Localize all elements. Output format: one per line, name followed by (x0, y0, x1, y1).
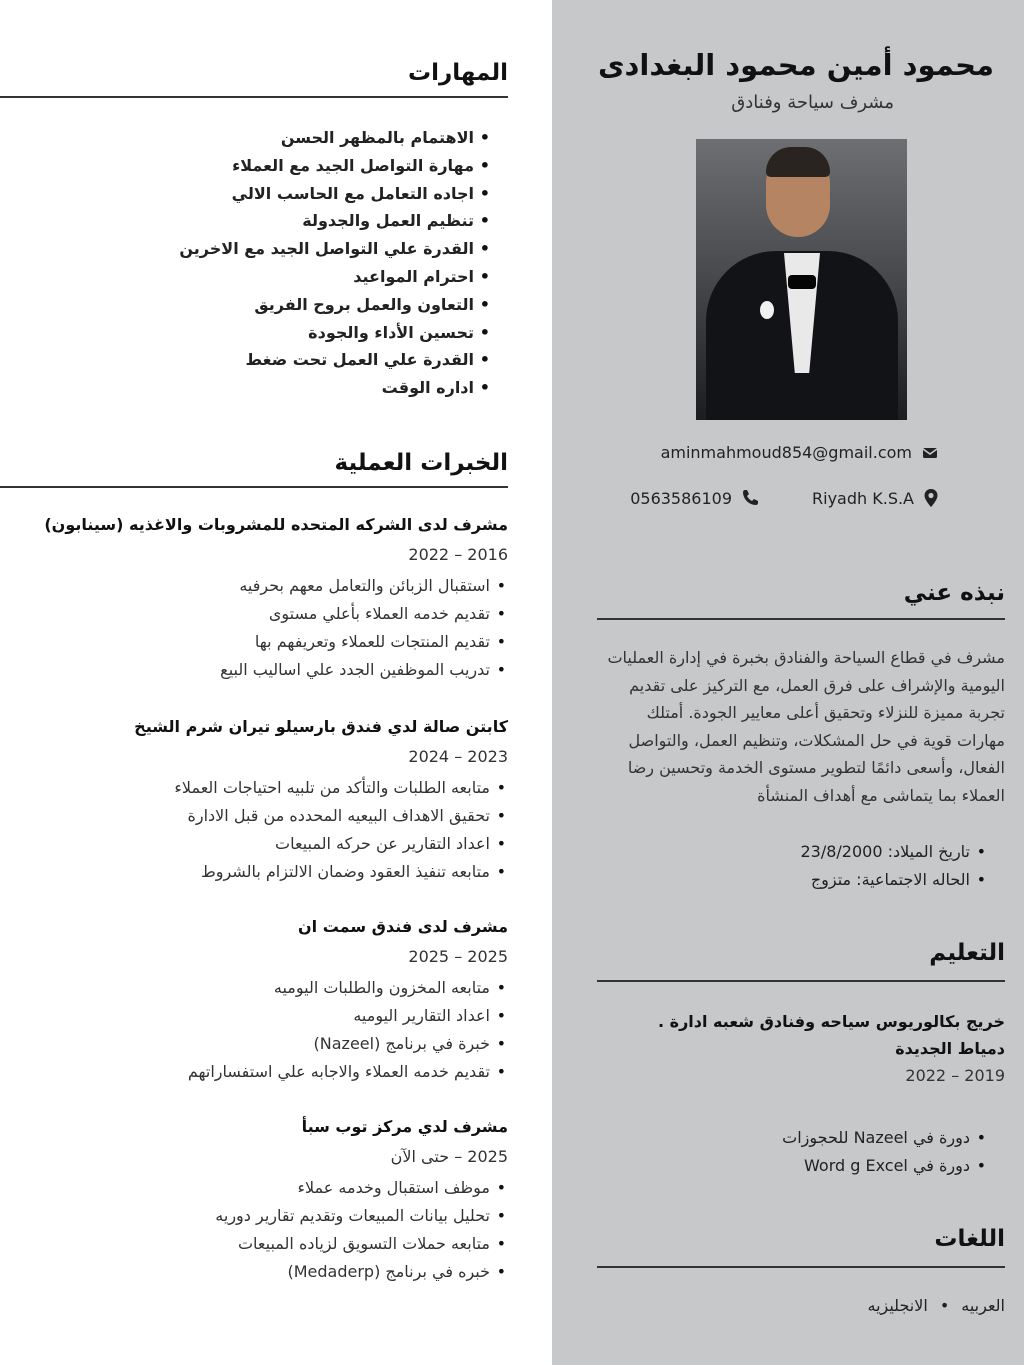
job-role: مشرف لدى الشركه المتحده للمشروبات والاغذيه (سينابون) (44, 515, 508, 534)
skills-divider (0, 96, 508, 98)
job-tasks (134, 774, 508, 886)
list-item: • اجاده التعامل مع الحاسب الالي (179, 180, 492, 208)
skills-heading: المهارات (408, 60, 508, 86)
bullet-icon: • (939, 1296, 950, 1315)
about-divider (597, 618, 1005, 620)
job-role: مشرف لدى فندق سمت ان (297, 917, 508, 936)
full-name: محمود أمين محمود البغدادى (597, 48, 994, 82)
job-period: 2016 – 2022 (408, 545, 508, 564)
list-item: • التعاون والعمل بروح الفريق (179, 291, 492, 319)
language-item: العربيه (961, 1296, 1005, 1315)
experience-entry (188, 916, 508, 1086)
list-item: • متابعه تنفيذ العقود وضمان الالتزام بالشروط (134, 858, 508, 886)
list-item: • القدرة علي التواصل الجيد مع الاخرين (179, 235, 492, 263)
list-item: • تقديم المنتجات للعملاء وتعريفهم بها (44, 628, 508, 656)
list-item: • دورة في Word g Excel (782, 1152, 988, 1180)
list-item: • تحسين الأداء والجودة (179, 319, 492, 347)
education-degree: خريج بكالوريوس سياحه وفنادق شعبه ادارة . دمياط الجديدة (657, 1012, 1005, 1058)
list-item: • تاريخ الميلاد: 23/8/2000 (800, 838, 988, 866)
job-role: كابتن صالة لدي فندق بارسيلو تيران شرم الشيخ (134, 717, 508, 736)
job-role: مشرف لدي مركز توب سبأ (301, 1117, 508, 1136)
envelope-icon (920, 445, 940, 461)
job-tasks (44, 572, 508, 684)
job-period: 2023 – 2024 (408, 747, 508, 766)
location-pin-icon (922, 488, 940, 508)
job-period: 2025 – حتى الآن (390, 1147, 508, 1166)
list-item: • تقديم خدمه العملاء بأعلي مستوى (44, 600, 508, 628)
phone-icon (740, 488, 762, 508)
list-item: • احترام المواعيد (179, 263, 492, 291)
email-text[interactable]: aminmahmoud854@gmail.com (660, 443, 912, 462)
languages-divider (597, 1266, 1005, 1268)
phone-row[interactable] (630, 488, 762, 508)
personal-details (800, 838, 988, 894)
email-row[interactable] (661, 443, 940, 462)
language-item: الانجليزيه (867, 1296, 928, 1315)
list-item: • الحاله الاجتماعية: متزوج (800, 866, 988, 894)
list-item: • اعداد التقارير عن حركه المبيعات (134, 830, 508, 858)
list-item: • موظف استقبال وخدمه عملاء (215, 1174, 508, 1202)
experience-heading: الخبرات العملية (334, 450, 508, 476)
list-item: • استقبال الزبائن والتعامل معهم بحرفيه (44, 572, 508, 600)
skills-list (179, 124, 492, 402)
list-item: • مهارة التواصل الجيد مع العملاء (179, 152, 492, 180)
list-item: • اعداد التقارير اليوميه (188, 1002, 508, 1030)
list-item: • تدريب الموظفين الجدد علي اساليب البيع (44, 656, 508, 684)
about-text: مشرف في قطاع السياحة والفنادق بخبرة في إدارة العمليات اليومية والإشراف على فرق العمل، مع التركيز على تقديم تجربة مميزة للنزلاء وتحقيق أعلى معايير الجودة. أمتلك مهارات قوية في حل المشكلات، وتنظيم العمل، والتواصل الفعال، وأسعى دائمًا لتطوير مستوى الخدمة وتحسين رضا العملاء بما يتماشى مع أهداف المنشأة (607, 648, 1005, 805)
list-item: • اداره الوقت (179, 374, 492, 402)
list-item: • خبره في برنامج (Medaderp) (215, 1258, 508, 1286)
list-item: • القدرة علي العمل تحت ضغط (179, 346, 492, 374)
experience-divider (0, 486, 508, 488)
job-period: 2025 – 2025 (408, 947, 508, 966)
experience-entry (44, 514, 508, 684)
education-heading: التعليم (929, 940, 1005, 966)
list-item: • متابعه الطلبات والتأكد من تلبيه احتياجات العملاء (134, 774, 508, 802)
job-tasks (215, 1174, 508, 1286)
education-period: 2019 – 2022 (905, 1066, 1005, 1085)
list-item: • خبرة في برنامج (Nazeel) (188, 1030, 508, 1058)
list-item: • دورة في Nazeel للحجوزات (782, 1124, 988, 1152)
location-text: Riyadh K.S.A (812, 488, 914, 508)
experience-entry (215, 1116, 508, 1286)
experience-entry (134, 716, 508, 886)
about-heading: نبذه عني (903, 580, 1005, 606)
list-item: • تحليل بيانات المبيعات وتقديم تقارير دوريه (215, 1202, 508, 1230)
job-title: مشرف سياحة وفنادق (731, 92, 894, 113)
list-item: • تنظيم العمل والجدولة (179, 207, 492, 235)
education-divider (597, 980, 1005, 982)
location-row (812, 488, 940, 508)
list-item: • تقديم خدمه العملاء والاجابه علي استفساراتهم (188, 1058, 508, 1086)
profile-photo (696, 139, 907, 420)
list-item: • متابعه المخزون والطلبات اليوميه (188, 974, 508, 1002)
list-item: • متابعه حملات التسويق لزياده المبيعات (215, 1230, 508, 1258)
languages-list (867, 1296, 1005, 1315)
languages-heading: اللغات (934, 1226, 1005, 1252)
phone-text[interactable]: 0563586109 (630, 488, 732, 508)
list-item: • الاهتمام بالمظهر الحسن (179, 124, 492, 152)
list-item: • تحقيق الاهداف البيعيه المحدده من قبل الادارة (134, 802, 508, 830)
courses-list (782, 1124, 988, 1180)
job-tasks (188, 974, 508, 1086)
